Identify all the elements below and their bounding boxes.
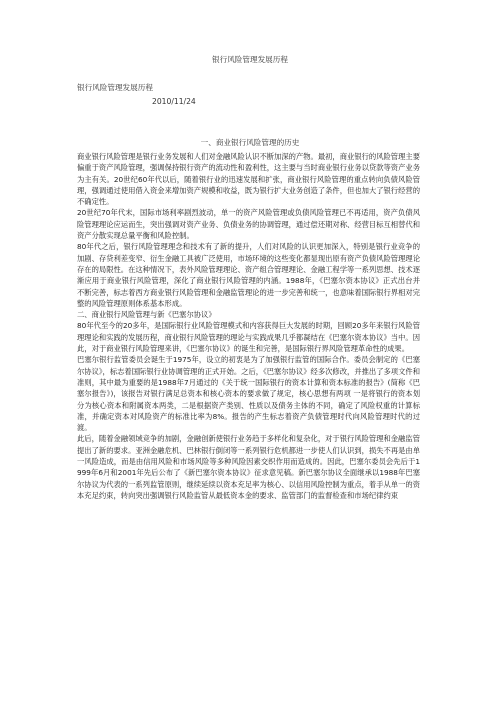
document-title: 银行风险管理发展历程	[212, 55, 288, 64]
section-heading-history: 一、商业银行风险管理的历史	[200, 138, 300, 147]
paragraph: 此后，随着金融领域竞争的加剧，金融创新使银行业务趋于多样化和复杂化，对于银行风险管理和金融监管提出了新的要求。亚洲金融危机、巴林银行倒闭等一系列银行危机都进一步使人们认识到，损失不再是由单一风险造成，而是由信用风险和市场风险等多种风险因素交织作用而造成的。因此，巴塞尔委员会先后于1999年6月和2001年先后公布了《新巴塞尔资本协议》征求意见稿。新巴塞尔协议全面继承以1988年巴塞尔协议为代表的一系列监管原则，继续延续以资本充足率为核心、以信用风险控制为重点，着手从单一的资本充足约束，转向突出强调银行风险监管从最低资本金的要求、监管部门的监督检查和市场纪律约束	[77, 434, 420, 500]
paragraph: 20世纪70年代末，国际市场利率剧烈波动，单一的资产风险管理或负债风险管理已不再适用，资产负债风险管理理论应运而生，突出强调对资产业务、负债业务的协调管理，通过偿还期对称、经营目标互相替代和资产分散实现总量平衡和风险控制。	[77, 208, 420, 241]
paragraph: 80年代至今的20多年，是国际银行业风险管理模式和内容获得巨大发展的时期，回顾20多年来银行风险管理理论和实践的发展历程，商业银行风险管理的理论与实践成果几乎都凝结在《巴塞尔资本协议》当中。因此，对于商业银行风险管理来讲，《巴塞尔协议》的诞生和完善，是国际银行界风险管理革命性的成果。	[77, 321, 420, 354]
paragraph: 商业银行风险管理是银行业务发展和人们对金融风险认识不断加深的产物。最初，商业银行的风险管理主要偏重于资产风险管理，强调保持银行资产的流动性和盈利性，这主要与当时商业银行业务以贷款等资产业务为主有关。20世纪60年代以后，随着银行业的迅速发展和扩张，商业银行风险管理的重点转向负债风险管理，强调通过使用借入资金来增加资产规模和收益，既为银行扩大业务创造了条件，但也加大了银行经营的不确定性。	[77, 152, 420, 207]
paragraph: 80年代之后，银行风险管理理念和技术有了新的提升，人们对风险的认识更加深入，特别是银行业竞争的加剧、存贷利差变窄、衍生金融工具被广泛使用，市场环境的这些变化都显现出原有资产负债风险管理理论存在的局限性。在这种情况下，表外风险管理理论、资产组合管理理论、金融工程学等一系列思想、技术逐渐应用于商业银行风险管理，深化了商业银行风险管理的内涵。1988年，《巴塞尔资本协议》正式出台并不断完善，标志着西方商业银行风险管理和金融监管理论的进一步完善和统一，也意味着国际银行界相对完整的风险管理原则体系基本形成。	[77, 242, 420, 308]
paragraph: 巴塞尔银行监管委员会诞生于1975年，设立的初衷是为了加强银行监管的国际合作。委员会制定的《巴塞尔协议》，标志着国际银行业协调管理的正式开始。之后，《巴塞尔协议》经多次修改，并推出了多项文件和准则，其中最为重要的是1988年7月通过的《关于统一国际银行的资本计算和资本标准的报告》(简称《巴塞尔报告》)，该报告对银行满足总资本和核心资本的要求做了规定，核心思想有两项 一是将银行的资本划分为核心资本和附属资本两类，二是根据资产类别、性质以及债务主体的不同，确定了风险权重的计算标准，并确定资本对风险资产的标准比率为8%。报告的产生标志着资产负债管理时代向风险管理时代的过渡。	[77, 355, 420, 433]
document-subtitle: 银行风险管理发展历程	[77, 83, 153, 92]
section-heading-basel: 二、商业银行风险管理与新《巴塞尔协议》	[77, 310, 216, 320]
document-date: 2010/11/24	[152, 97, 196, 106]
document-body	[77, 151, 420, 501]
